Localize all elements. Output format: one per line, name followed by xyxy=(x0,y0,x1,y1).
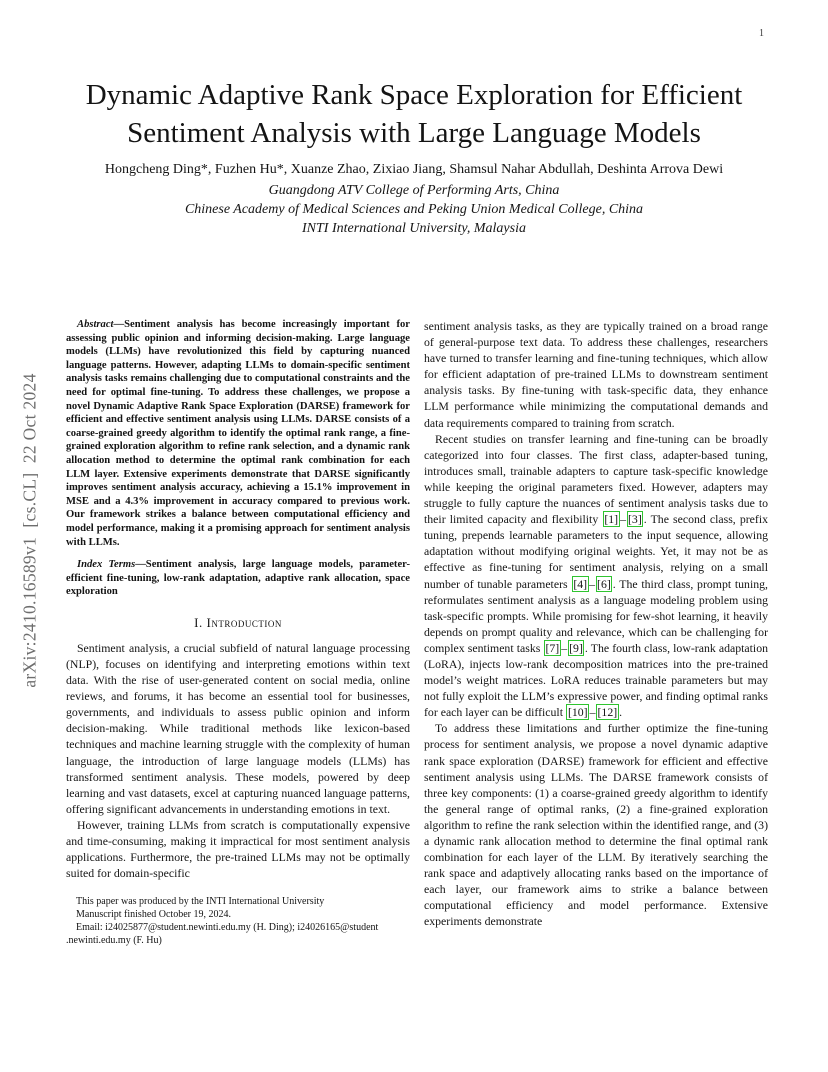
footnote-line: .newinti.edu.my (F. Hu) xyxy=(66,935,162,946)
body-paragraph-3: To address these limitations and further optimize the fine-tuning process for sentiment analysis, we propose a novel dynamic adaptive rank space exploration (DARSE) framework for efficient and effective sentiment analysis using LLMs. The DARSE framework consists of three key components: (1) a coarse-grained greedy algorithm to identify the general range of optimal ranks, (2) a fine-grained exploration algorithm to refine the rank selection within the identified range, and (3) a dynamic rank allocation method to determine the final optimal rank combination for each layer of the LLM. By iteratively searching the rank space and adaptively allocating ranks based on the importance of each layer, our framework aims to strike a balance between computational efficiency and model performance. Extensive experiments demonstrate xyxy=(424,721,768,929)
citation-link[interactable]: [3] xyxy=(628,512,642,527)
index-terms-paragraph xyxy=(66,558,410,599)
citation-link[interactable]: [7] xyxy=(545,640,560,655)
author-line: Hongcheng Ding*, Fuzhen Hu*, Xuanze Zhao, Zixiao Jiang, Shamsul Nahar Abdullah, Deshinta Arrova Dewi xyxy=(104,162,724,177)
section-heading-introduction: I. Introduction xyxy=(194,614,282,630)
citation-link[interactable]: [12] xyxy=(597,705,618,720)
footnote-block xyxy=(66,896,410,948)
affiliation-line: Guangdong ATV College of Performing Arts, China xyxy=(268,183,560,198)
index-terms-label: Index Terms xyxy=(77,559,136,571)
citation-link[interactable]: [10] xyxy=(567,705,588,720)
citation-link[interactable]: [1] xyxy=(604,512,619,527)
intro-paragraph-1: Sentiment analysis, a crucial subfield of natural language processing (NLP), focuses on identifying and interpreting emotions within text data. With the rise of user-generated content on social media, online reviews, and forums, it has become an essential tool for businesses, governments, and individuals to assess public opinion and inform decision-making. While traditional methods like lexicon-based techniques and machine learning struggle with the complexity of human language, the introduction of large language models (LLMs) has transformed sentiment analysis. These models, powered by deep learning and vast datasets, excel at capturing nuanced language patterns, offering significant advancements in understanding emotions in text. xyxy=(66,640,410,816)
footnote-line: Manuscript finished October 19, 2024. xyxy=(76,909,231,921)
abstract-label: Abstract xyxy=(77,319,114,330)
page-number: 1 xyxy=(759,28,764,39)
index-terms-text: —Sentiment analysis, large language models, parameter-efficient fine-tuning, low-rank adaptation, adaptive rank allocation, space exploration xyxy=(66,559,410,598)
citation-link[interactable]: [9] xyxy=(569,640,583,655)
footnote-line: This paper was produced by the INTI International University xyxy=(76,896,325,908)
left-column xyxy=(66,318,410,948)
abstract-paragraph xyxy=(66,318,410,549)
affiliation-line: Chinese Academy of Medical Sciences and Peking Union Medical College, China xyxy=(184,202,644,217)
intro-paragraph-2: However, training LLMs from scratch is computationally expensive and time-consuming, making it impractical for most sentiment analysis applications. Furthermore, the pre-trained LLMs may not be optimally suited for domain-specific xyxy=(66,817,410,881)
body-paragraph-2: Recent studies on transfer learning and fine-tuning can be broadly categorized into four classes. The first class, adapter-based tuning, introduces small, trainable adapters to capture task-specific knowledge while keeping the original parameters fixed. However, adapters may struggle to fully capture the nuances of sentiment analysis tasks due to their limited capacity and flexibility [1] – [3] . The second class, prefix tuning, prepends learnable parameters to the input sequence, allowing adaptation without modifying original weights. Yet, it may not be as effective as fine-tuning for sentiment analysis, relying on a small number of tunable parameters [4] – [6] . The third class, prompt tuning, reformulates sentiment analysis as a language modeling problem using task-specific prompts. While promising for few-shot learning, it heavily depends on prompt quality and relevance, which can be challenging for complex sentiment tasks [7] – [9] . The fourth class, low-rank adaptation (LoRA), injects low-rank decomposition matrices into the pre-trained model’s weight matrices. LoRA reduces trainable parameters but may not fully exploit the LLM’s expressive power, and finding optimal ranks for each layer can be difficult [10] – [12] . xyxy=(424,431,768,720)
affiliation-line: INTI International University, Malaysia xyxy=(302,221,526,236)
paper-title: Dynamic Adaptive Rank Space Exploration for Efficient Sentiment Analysis with Large Language Models xyxy=(85,79,743,149)
affiliations-block xyxy=(0,181,828,238)
footnote-line: Email: i24025877@student.newinti.edu.my (H. Ding); i24026165@student xyxy=(76,922,379,934)
citation-link[interactable]: [4] xyxy=(573,576,588,591)
abstract-text: —Sentiment analysis has become increasingly important for assessing public opinion and informing decision-making. Large language models (LLMs) have revolutionized this field by capturing nuanced language patterns. However, adapting LLMs to domain-specific sentiment analysis tasks remains challenging due to computational constraints and the need for optimal fine-tuning. To address these challenges, we propose a novel Dynamic Adaptive Rank Space Exploration (DARSE) framework for efficient and effective sentiment analysis using LLMs. DARSE consists of a coarse-grained greedy algorithm to identify the optimal rank range, a fine-grained exploration algorithm to refine rank selection, and a dynamic rank allocation method to determine the optimal rank combination for each LLM layer. Extensive experiments demonstrate that DARSE significantly improves sentiment analysis accuracy, achieving a 15.1% improvement in MSE and a 4.3% improvement in accuracy compared to previous work. Our framework strikes a balance between computational efficiency and model performance, making it a promising approach for sentiment analysis with LLMs. xyxy=(66,319,410,548)
two-column-body xyxy=(66,318,768,948)
arxiv-watermark xyxy=(13,282,47,778)
citation-link[interactable]: [6] xyxy=(597,576,611,591)
body-paragraph-1: sentiment analysis tasks, as they are typically trained on a broad range of general-purpose text data. To address these challenges, researchers have turned to transfer learning and fine-tuning techniques, which allow for efficient adaptation of pre-trained LLMs to downstream sentiment analysis tasks. By fine-tuning with task-specific data, they enhance LLM performance while minimizing the computational demands and data requirements compared to training from scratch. xyxy=(424,319,768,430)
arxiv-identifier-text: arXiv:2410.16589v1 [cs.CL] 22 Oct 2024 xyxy=(19,372,40,688)
right-column xyxy=(424,318,768,948)
